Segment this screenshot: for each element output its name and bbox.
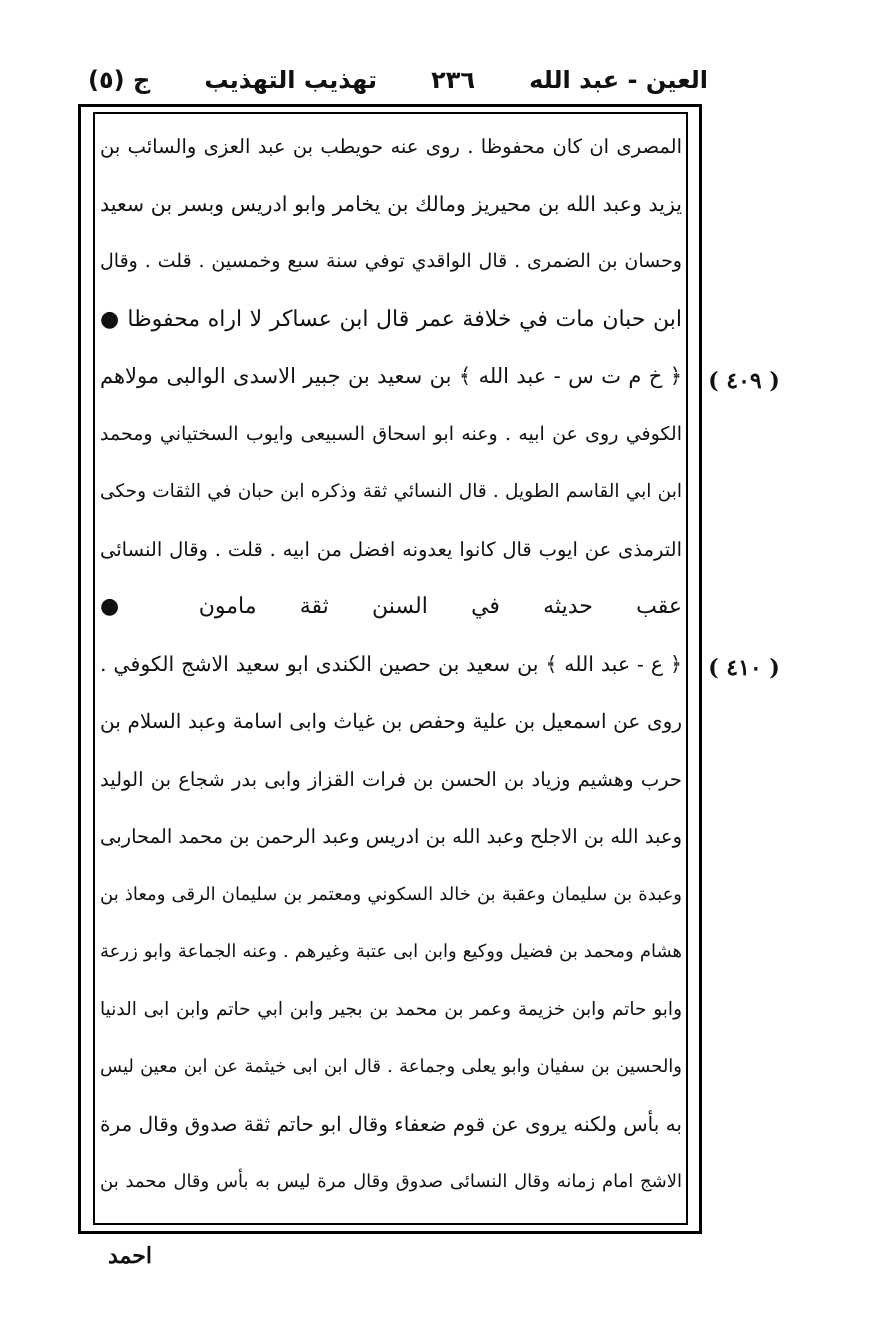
text-line: ابن حبان مات في خلافة عمر قال ابن عساكر لا اراه محفوظا ● <box>100 306 682 332</box>
header-section: العين - عبد الله <box>529 66 708 94</box>
text-line: عقب حديثه في السنن ثقة مامون ● <box>100 594 682 619</box>
text-line: هشام ومحمد بن فضيل ووكيع وابن ابى عتبة وغيرهم . وعنه الجماعة وابو زرعة <box>100 941 682 962</box>
text-line: المصرى ان كان محفوظا . روى عنه حويطب بن عبد العزى والسائب بن <box>100 135 682 158</box>
text-line: الكوفي روى عن ابيه . وعنه ابو اسحاق السبيعى وايوب السختياني ومحمد <box>100 422 682 445</box>
main-text <box>100 118 682 1211</box>
entry-heading-410: ﴿ ع - عبد الله ﴾ بن سعيد بن حصين الكندى ابو سعيد الاشج الكوفي . <box>100 651 682 676</box>
text-line: حرب وهشيم وزياد بن الحسن بن فرات القزاز وابى بدر شجاع بن الوليد <box>100 767 682 791</box>
text-line: ابن ابي القاسم الطويل . قال النسائي ثقة وذكره ابن حبان في الثقات وحكى <box>100 481 682 502</box>
text-line: الترمذى عن ايوب قال كانوا يعدونه افضل من ابيه . قلت . وقال النسائى <box>100 537 682 561</box>
text-line: وحسان بن الضمرى . قال الواقدي توفي سنة سبع وخمسين . قلت . وقال <box>100 250 682 272</box>
text-line: وابو حاتم وابن خزيمة وعمر بن محمد بن بجير وابن ابي حاتم وابن ابى الدنيا <box>100 998 682 1020</box>
text-line: الاشج امام زمانه وقال النسائى صدوق وقال مرة ليس به بأس وقال محمد بن <box>100 1171 682 1192</box>
entry-number-409: ( ٤٠٩ ) <box>708 368 780 394</box>
text-line: وعبدة بن سليمان وعقبة بن خالد السكوني ومعتمر بن سليمان الرقى ومعاذ بن <box>100 883 682 905</box>
text-line: والحسين بن سفيان وابو يعلى وجماعة . قال ابن ابى خيثمة عن ابن معين ليس <box>100 1056 682 1077</box>
text-line: روى عن اسمعيل بن علية وحفص بن غياث وابى اسامة وعبد السلام بن <box>100 709 682 733</box>
text-line: يزيد وعبد الله بن محيريز ومالك بن يخامر وابو ادريس وبسر بن سعيد <box>100 191 682 216</box>
text-line: به بأس ولكنه يروى عن قوم ضعفاء وقال ابو حاتم ثقة صدوق وقال مرة <box>100 1111 682 1136</box>
text-line: وعبد الله بن الاجلح وعبد الله بن ادريس وعبد الرحمن بن محمد المحاربى <box>100 825 682 848</box>
header-book-title: تهذيب التهذيب <box>204 66 377 94</box>
header-volume: ج (٥) <box>88 66 151 94</box>
running-header <box>88 58 708 102</box>
catchword: احمد <box>108 1243 152 1269</box>
header-page-number: ٢٣٦ <box>431 66 476 94</box>
entry-heading-409: ﴿ خ م ت س - عبد الله ﴾ بن سعيد بن جبير الاسدى الوالبى مولاهم <box>100 364 682 388</box>
entry-number-410: ( ٤١٠ ) <box>708 655 780 681</box>
